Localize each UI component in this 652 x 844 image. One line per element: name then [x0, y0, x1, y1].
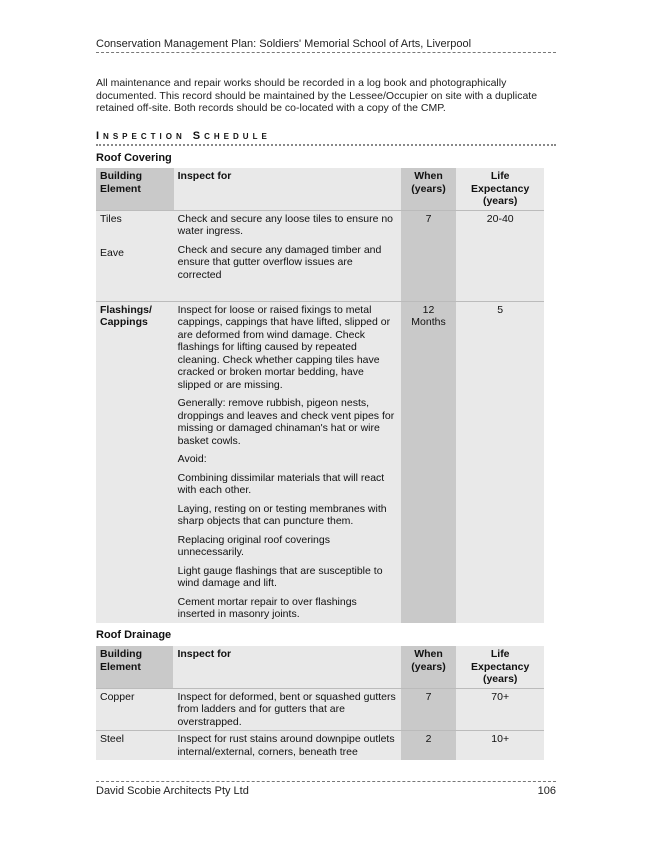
inspect-text: Inspect for rust stains around downpipe outlets internal/external, corners, beneath tree — [173, 731, 400, 761]
table-row — [96, 210, 544, 301]
inspect-text: Check and secure any loose tiles to ensure no water ingress. — [177, 212, 394, 237]
section-title: Inspection Schedule — [96, 130, 556, 146]
when-value: 7 — [401, 688, 457, 731]
col-header-element: Building Element — [96, 168, 174, 210]
table-header-row — [96, 168, 544, 210]
element-name: Tiles — [100, 212, 122, 225]
element-name: Copper — [96, 688, 173, 731]
inspect-text: Cement mortar repair to over flashings inserted in masonry joints. — [177, 595, 357, 620]
col-header-element: Building Element — [96, 646, 173, 688]
inspect-text: Light gauge flashings that are susceptible to wind damage and lift. — [177, 564, 383, 589]
roof-drainage-table — [96, 646, 544, 760]
element-name: Flashings/ Cappings — [96, 301, 174, 623]
intro-paragraph: All maintenance and repair works should be recorded in a log book and photographically documented. This record should be maintained by the Lessee/Occupier on site with a duplicate retained off-site. Both records should be co-located with a copy of the CMP. — [96, 77, 538, 114]
inspect-text: Inspect for deformed, bent or squashed gutters from ladders and for gutters that are overstrapped. — [173, 688, 400, 731]
roof-covering-table — [96, 168, 544, 623]
inspect-text: Avoid: — [177, 453, 207, 465]
footer-company: David Scobie Architects Pty Ltd — [96, 785, 249, 797]
page-footer — [96, 781, 556, 797]
inspect-text: Inspect for loose or raised fixings to metal cappings, cappings that have lifted, slipped or are deformed from wind damage. Check flashings for lifting caused by repeated cleaning. Check whether capping tiles have cracked or broken mortar bedding, have slipped or are missing. — [177, 303, 391, 391]
page-header: Conservation Management Plan: Soldiers' Memorial School of Arts, Liverpool — [96, 38, 556, 53]
inspect-text: Laying, resting on or testing membranes with sharp objects that can puncture them. — [177, 502, 387, 527]
table-header-row — [96, 646, 544, 688]
col-header-inspect: Inspect for — [173, 646, 400, 688]
col-header-life: Life Expectancy (years) — [456, 646, 544, 688]
element-name: Eave — [100, 247, 124, 259]
col-header-life: Life Expectancy (years) — [456, 168, 544, 210]
inspect-text: Generally: remove rubbish, pigeon nests, droppings and leaves and check vent pipes for missing or damaged chinaman's hat or wire basket cowls. — [177, 397, 395, 447]
element-name: Steel — [96, 731, 173, 761]
life-value: 70+ — [456, 688, 544, 731]
when-value: 12 Months — [401, 301, 457, 623]
inspect-text: Replacing original roof coverings unnecessarily. — [177, 533, 330, 558]
roof-covering-heading: Roof Covering — [96, 152, 172, 164]
inspect-text: Combining dissimilar materials that will react with each other. — [177, 471, 385, 496]
col-header-when: When (years) — [401, 168, 457, 210]
inspect-text: Check and secure any damaged timber and ensure that gutter overflow issues are corrected — [177, 243, 382, 281]
life-value: 20-40 — [456, 210, 544, 301]
table-row — [96, 731, 544, 761]
life-value: 5 — [456, 301, 544, 623]
col-header-when: When (years) — [401, 646, 457, 688]
table-row — [96, 688, 544, 731]
when-value: 7 — [401, 210, 457, 301]
roof-drainage-heading: Roof Drainage — [96, 629, 172, 641]
page-number: 106 — [537, 785, 556, 797]
when-value: 2 — [401, 731, 457, 761]
life-value: 10+ — [456, 731, 544, 761]
table-row — [96, 301, 544, 623]
col-header-inspect: Inspect for — [174, 168, 401, 210]
